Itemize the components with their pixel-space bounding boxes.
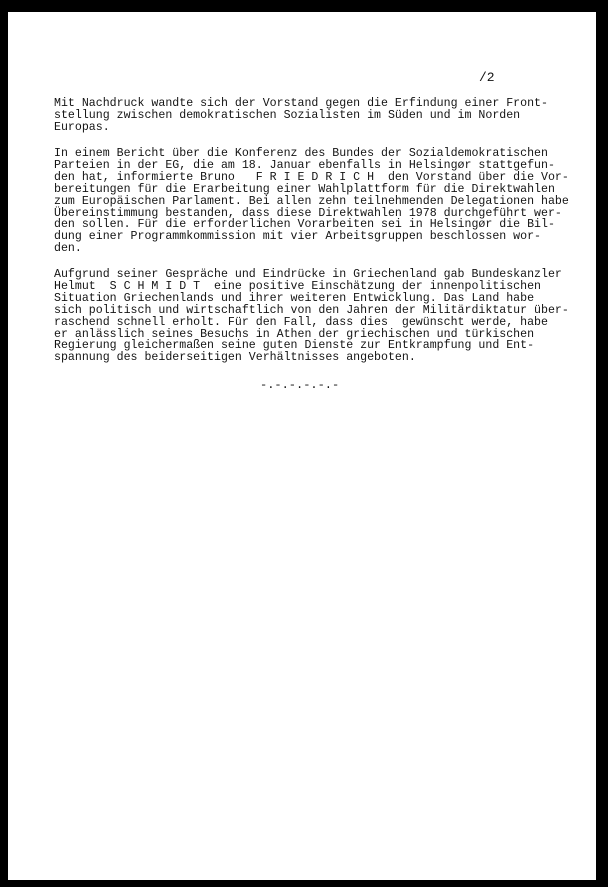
text-line: sich politisch und wirtschaftlich von den Jahren der Militärdiktatur über- [54, 303, 569, 317]
paragraph-konferenz-bericht [54, 148, 594, 255]
text-line: bereitungen für die Erarbeitung einer Wahlplattform für die Direktwahlen [54, 182, 555, 196]
text-line: dung einer Programmkommission mit vier Arbeitsgruppen beschlossen wor- [54, 230, 542, 244]
text-line: Helmut S C H M I D T eine positive Einschätzung der innenpolitischen [54, 279, 542, 293]
text-line: Mit Nachdruck wandte sich der Vorstand gegen die Erfindung einer Front- [54, 97, 548, 110]
text-line: Parteien in der EG, die am 18. Januar ebenfalls in Helsingør stattgefun- [54, 158, 555, 172]
text-line: Aufgrund seiner Gespräche und Eindrücke in Griechenland gab Bundeskanzler [54, 268, 562, 281]
page-number: /2 [479, 70, 495, 85]
text-line: stellung zwischen demokratischen Sozialisten im Süden und im Norden [54, 108, 521, 122]
document-page [8, 12, 596, 880]
text-line: den sollen. Für die erforderlichen Vorarbeiten sei in Helsingør die Bil- [54, 218, 555, 232]
text-line: raschend schnell erholt. Für den Fall, dass dies gewünscht werde, habe [54, 315, 548, 329]
text-line: Übereinstimmung bestanden, dass diese Direktwahlen 1978 durchgeführt wer- [54, 206, 562, 220]
text-line: er anlässlich seines Besuchs in Athen der griechischen und türkischen [54, 327, 535, 341]
text-line: den. [54, 242, 82, 256]
paragraph-vorstand-frontstellung [54, 98, 594, 134]
text-line: Regierung gleichermaßen seine guten Dienste zur Entkrampfung und Ent- [54, 339, 535, 353]
text-line: den hat, informierte Bruno F R I E D R I C H den Vorstand über die Vor- [54, 170, 569, 184]
text-line: Situation Griechenlands und ihrer weiteren Entwicklung. Das Land habe [54, 291, 535, 305]
end-separator: -.-.-.-.-.- [260, 378, 340, 392]
paragraph-griechenland [54, 269, 594, 364]
text-line: spannung des beiderseitigen Verhältnisses angeboten. [54, 351, 416, 365]
text-line: In einem Bericht über die Konferenz des Bundes der Sozialdemokratischen [54, 147, 548, 160]
text-line: zum Europäischen Parlament. Bei allen zehn teilnehmenden Delegationen habe [54, 194, 569, 208]
text-line: Europas. [54, 120, 110, 134]
